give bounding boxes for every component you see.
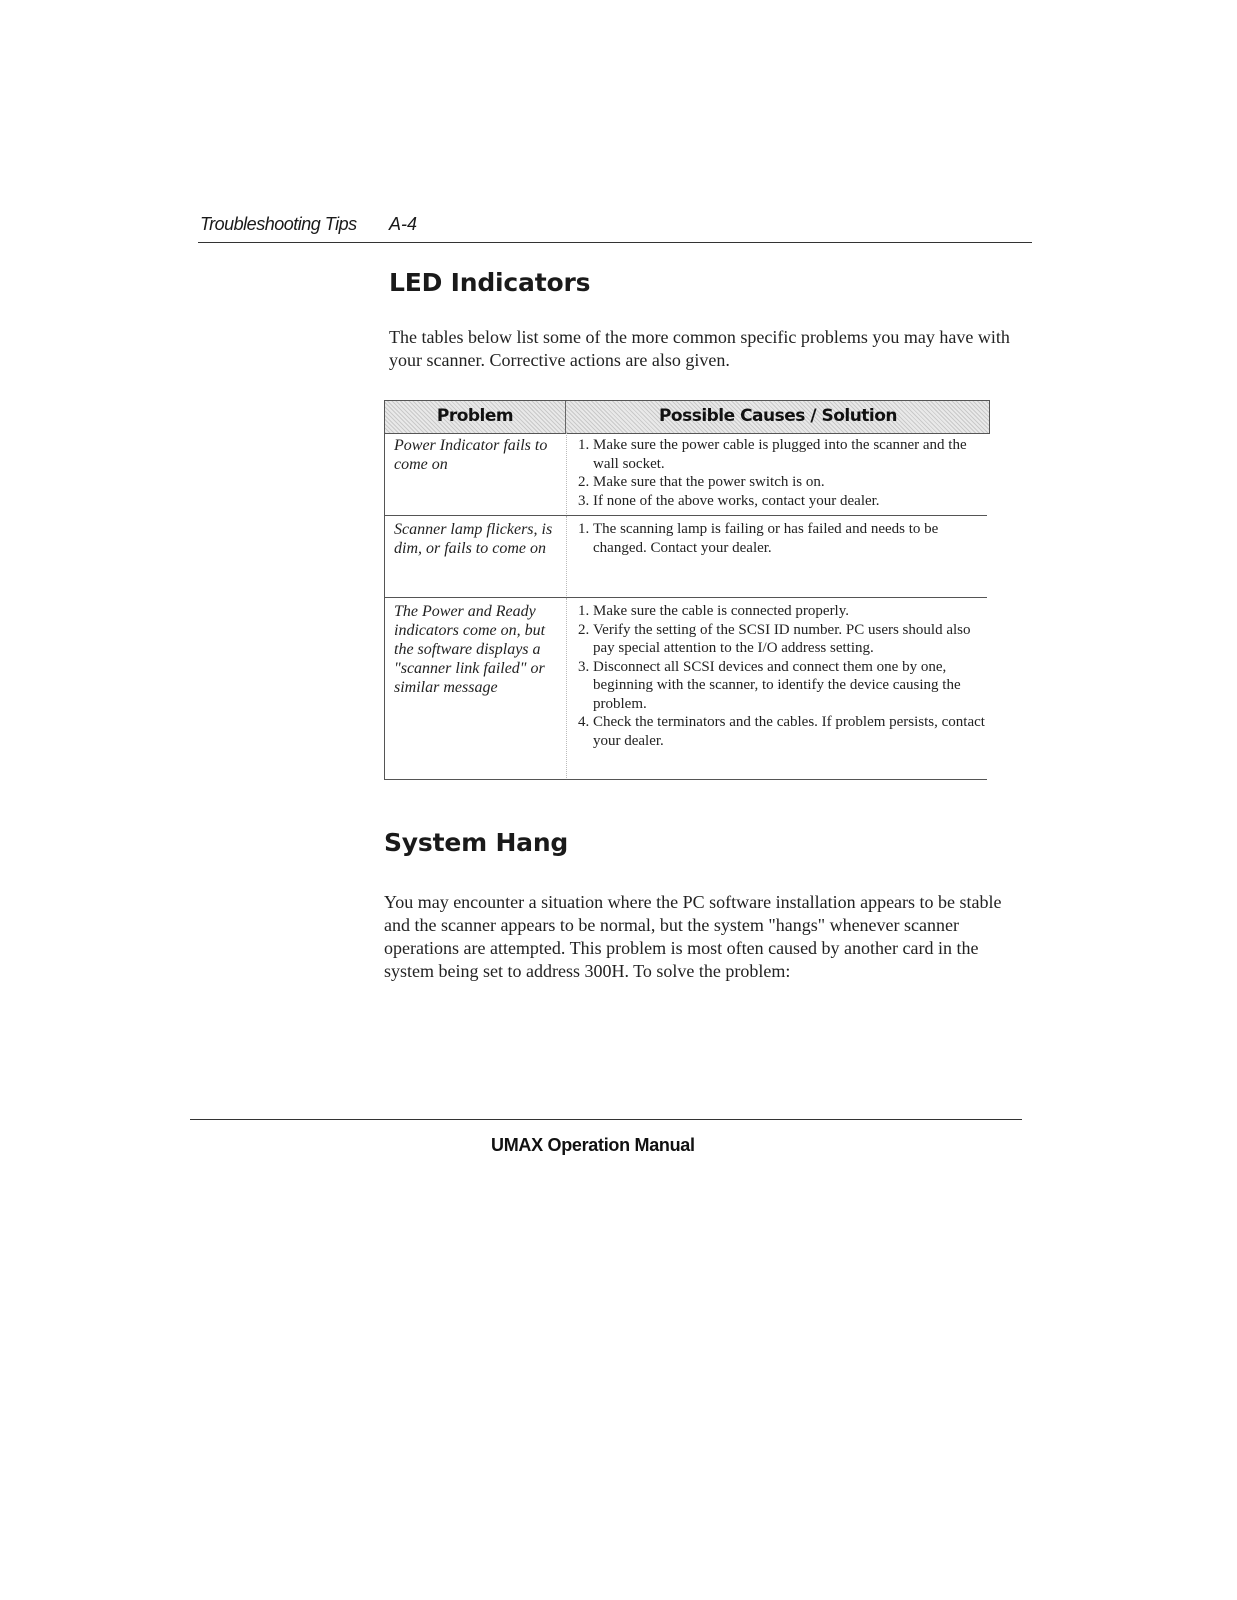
- problem-cell: Scanner lamp flickers, is dim, or fails to come on: [394, 521, 553, 557]
- causes-cell: [571, 436, 991, 510]
- header-divider: [198, 242, 1032, 243]
- causes-cell: [571, 602, 991, 750]
- footer-divider: [190, 1119, 1022, 1120]
- section-title: Troubleshooting Tips: [200, 214, 357, 234]
- table-row: [384, 516, 991, 598]
- table-row: [384, 598, 991, 780]
- header-problem: Problem: [385, 401, 566, 433]
- cause-item: 1. Make sure the power cable is plugged into the scanner and the wall socket.: [593, 436, 991, 473]
- system-hang-heading: System Hang: [384, 828, 569, 857]
- problem-cell: The Power and Ready indicators come on, but the software displays a "scanner link failed" or similar message: [394, 603, 546, 696]
- cause-item: 2. Verify the setting of the SCSI ID number. PC users should also pay special attention to the I/O address setting.: [593, 621, 991, 658]
- cause-item: 4. Check the terminators and the cables. If problem persists, contact your dealer.: [593, 713, 991, 750]
- running-header: [200, 214, 1032, 244]
- problem-cell: Power Indicator fails to come on: [394, 437, 548, 473]
- table-header-row: [384, 400, 990, 434]
- causes-list: [571, 436, 991, 510]
- causes-list: [571, 602, 991, 750]
- led-indicators-heading: LED Indicators: [389, 268, 591, 297]
- column-divider: [566, 516, 567, 596]
- system-hang-paragraph: You may encounter a situation where the PC software installation appears to be stable and the scanner appears to be normal, but the system "hangs" whenever scanner operations are attempted. This problem is most often caused by another card in the system being set to address 300H. To solve the problem:: [384, 892, 1002, 981]
- table-row: [384, 432, 991, 516]
- causes-cell: [571, 520, 991, 557]
- led-troubleshooting-table: [384, 400, 990, 434]
- cause-item: 3. Disconnect all SCSI devices and connect them one by one, beginning with the scanner, to identify the device causing the problem.: [593, 658, 991, 714]
- led-intro-paragraph: The tables below list some of the more common specific problems you may have with your scanner. Corrective actions are also given.: [389, 327, 1010, 370]
- page-number: A-4: [389, 214, 418, 234]
- footer-manual-title: UMAX Operation Manual: [491, 1135, 695, 1155]
- cause-item: 1. The scanning lamp is failing or has failed and needs to be changed. Contact your dealer.: [593, 520, 991, 557]
- cause-item: 3. If none of the above works, contact your dealer.: [593, 492, 991, 511]
- column-divider: [566, 432, 567, 514]
- column-divider: [566, 598, 567, 778]
- header-causes-solution: Possible Causes / Solution: [658, 406, 898, 426]
- cause-item: 1. Make sure the cable is connected properly.: [593, 602, 991, 621]
- cause-item: 2. Make sure that the power switch is on.: [593, 473, 991, 492]
- causes-list: [571, 520, 991, 557]
- row-divider: [385, 779, 987, 780]
